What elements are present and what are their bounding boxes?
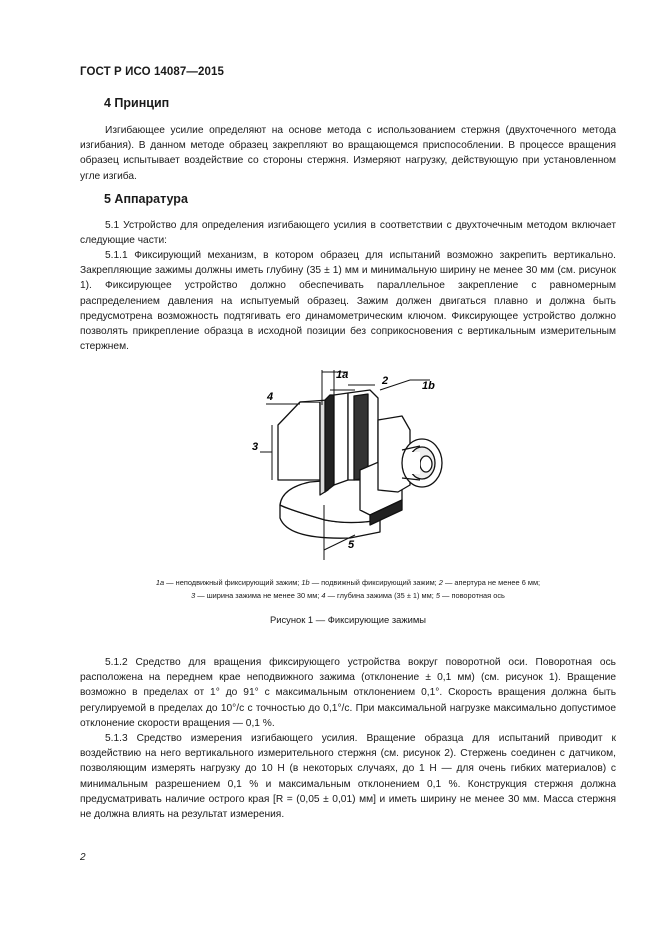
- section-4-paragraph: Изгибающее усилие определяют на основе метода с использованием стержня (двухточечного метода изгибания). В данном методе образец закрепляют во вращающемся приспособлении. В процессе вращения образец испытывает воздействие со стороны стержня. Измеряют нагрузку, действующую при установленном угле изгиба.: [80, 125, 616, 182]
- clamp-drawing: [230, 360, 460, 570]
- label-1b: 1b: [422, 380, 435, 392]
- label-5: 5: [348, 539, 355, 551]
- section-4-title: 4 Принцип: [104, 96, 170, 110]
- figure-1-diagram: [230, 360, 460, 570]
- paragraph-5-1-2: 5.1.2 Средство для вращения фиксирующего устройства вокруг поворотной оси. Поворотная ось расположена на переднем крае неподвижного зажима (отклонение ± 0,1 мм) (см. рисунок 1). Вращение возможно в пределах от 1° до 91° с максимальным отклонением 0,1°. Скорость вращения должна быть регулируемой в пределах до 10°/с с точностью до 0,1°/с. При максимальной нагрузке максимально допустимое отклонение скорости вращения — 0,1 %.: [80, 657, 616, 729]
- document-header: ГОСТ Р ИСО 14087—2015: [80, 66, 225, 78]
- paragraph-5-1-1: 5.1.1 Фиксирующий механизм, в котором образец для испытаний возможно закрепить вертикально. Закрепляющие зажимы должны иметь глубину (35 ± 1) мм и минимальную ширину не менее 30 мм (см. рисунок 1). Фиксирующее устройство должно обеспечивать параллельное закрепление с равномерным распределением давления на испытуемый образец. Зажим должен двигаться плавно и должна быть предусмотрена возможность подтягивать его динамометрическим ключом. Фиксирующее устройство должно позволять прикрепление образца в исходной позиции без соприкосновения с вертикальным измерительным стержнем.: [80, 250, 616, 353]
- paragraph-5-1: 5.1 Устройство для определения изгибающего усилия в соответствии с двухточечным методом включает следующие части:: [80, 220, 616, 247]
- label-2: 2: [382, 375, 389, 387]
- figure-1-legend-line-2: 3 — ширина зажима не менее 30 мм; 4 — глубина зажима (35 ± 1) мм; 5 — поворотная ось: [191, 591, 505, 600]
- label-1a: 1а: [336, 369, 349, 381]
- label-4: 4: [267, 391, 274, 403]
- figure-1-caption: Рисунок 1 — Фиксирующие зажимы: [269, 614, 427, 625]
- fixed-clamp-block: [278, 402, 320, 480]
- figure-1-legend-line-1: 1a — неподвижный фиксирующий зажим; 1b — подвижный фиксирующий зажим; 2 — апертура не менее 6 мм;: [155, 578, 541, 587]
- label-3: 3: [252, 441, 259, 453]
- paragraph-5-1-3: 5.1.3 Средство измерения изгибающего усилия. Вращение образца для испытаний приводит к воздействию на него вертикального измерительного стержня (см. рисунок 2). Стержень соединен с датчиком, позволяющим измерять нагрузку до 10 Н (в некоторых случаях, до 1 Н — для очень гибких материалов) с минимальным разрешением 0,1 % и максимальным отклонением 0,1 %. Конструкция стержня должна предусматривать наличие острого края [R = (0,05 ± 0,01) мм] и иметь ширину не менее 30 мм. Масса стержня не должна влиять на результат измерения.: [80, 733, 616, 821]
- page-number: 2: [80, 852, 86, 863]
- section-5-title: 5 Аппаратура: [104, 192, 188, 206]
